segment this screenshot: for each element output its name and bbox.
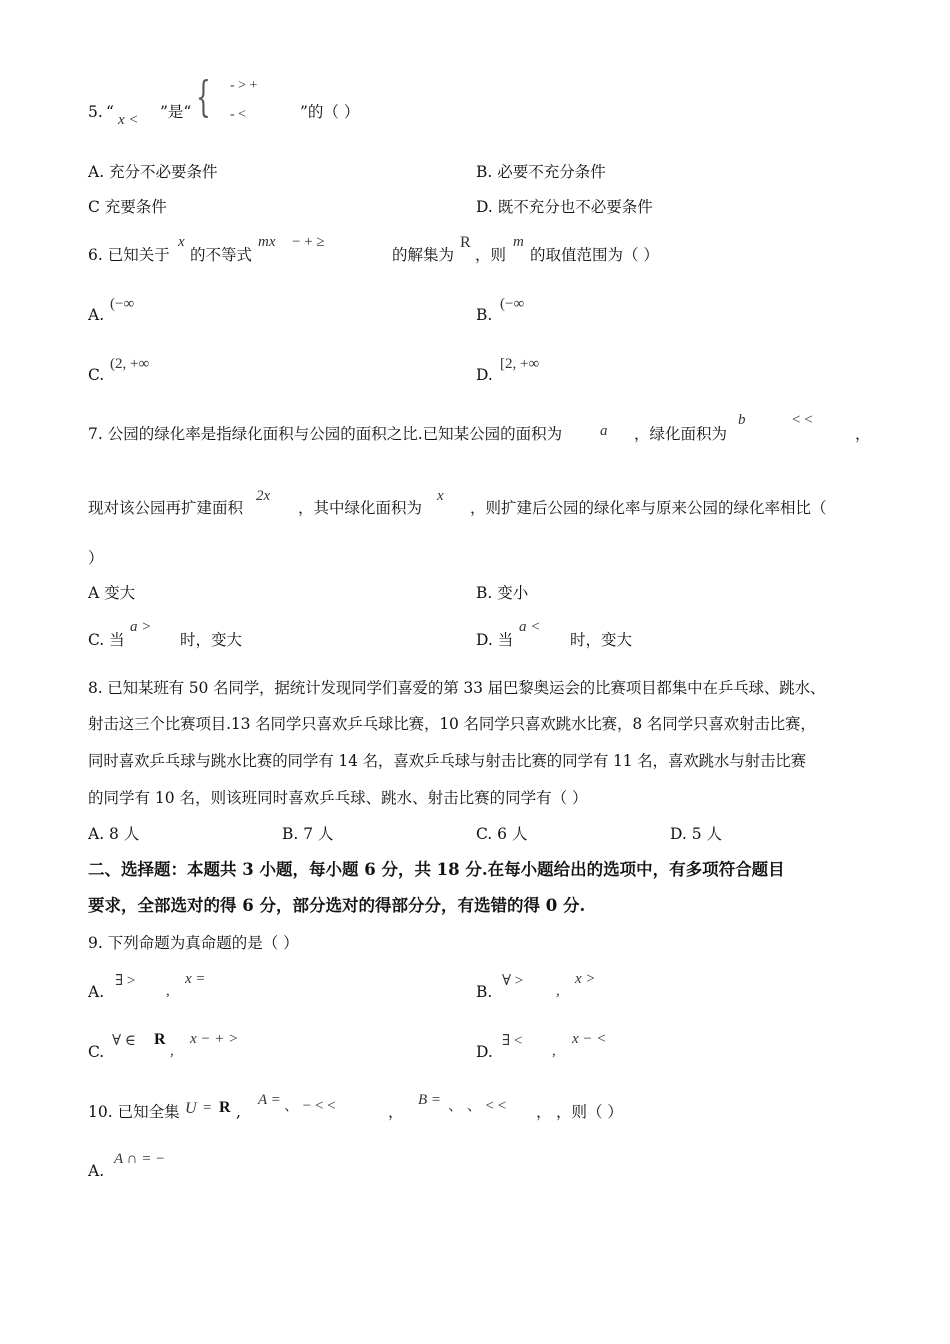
- q7-option-d-tail: 时，变大: [570, 631, 633, 649]
- q10-var-U: U: [185, 1100, 197, 1117]
- q7-mid: ，绿化面积为: [634, 425, 728, 443]
- q5-system-line-2: - <: [230, 107, 247, 122]
- q7-line2-prefix: 现对该公园再扩建面积: [88, 499, 244, 517]
- q6-prefix: 6. 已知关于: [88, 246, 170, 264]
- q5-option-c: C 充要条件: [88, 198, 167, 216]
- q8-line-1: 8. 已知某班有 50 名同学，据统计发现同学们喜爱的第 33 届巴黎奥运会的比赛项目都集中在乒乓球、跳水、: [88, 679, 826, 697]
- q10-set-R: R: [219, 1099, 231, 1116]
- q8-line-3: 同时喜欢乒乓球与跳水比赛的同学有 14 名，喜欢乒乓球与射击比赛的同学有 11 名，喜欢跳水与射击比赛: [88, 752, 807, 770]
- q9-option-d-label: D.: [476, 1043, 493, 1061]
- q6-option-a-math: (−∞: [110, 296, 135, 312]
- q6-option-d-label: D.: [476, 366, 493, 384]
- q5-condition-lhs: x <: [118, 112, 139, 128]
- q9-option-c-quantifier: ∀ ∈: [112, 1033, 136, 1049]
- q9-option-b-label: B.: [476, 983, 493, 1001]
- q10-close-2: ，: [536, 1103, 552, 1121]
- q5-number: 5.: [88, 103, 103, 121]
- q9-option-d-expr: x − <: [572, 1031, 607, 1047]
- q10-close-1: ，: [388, 1103, 404, 1121]
- q6-tail: 的取值范围为（ ）: [530, 246, 659, 264]
- q6-var-x: x: [178, 234, 185, 250]
- q6-mid-1: 的不等式: [190, 246, 253, 264]
- q7-prefix: 7. 公园的绿化率是指绿化面积与公园的面积之比.已知某公园的面积为: [88, 425, 563, 443]
- q7-option-c-label: C. 当: [88, 631, 125, 649]
- q7-line3: ）: [88, 549, 104, 567]
- q10-option-a-math: A ∩ = −: [114, 1151, 166, 1167]
- q7-line2-mid: ，其中绿化面积为: [298, 499, 423, 517]
- q8-line-2: 射击这三个比赛项目.13 名同学只喜欢乒乓球比赛，10 名同学只喜欢跳水比赛，8 名同学只喜欢射击比赛，: [88, 715, 816, 733]
- q9-option-c-sep: ,: [170, 1043, 174, 1059]
- section-2-line-2: 要求，全部选对的得 6 分，部分选对的得部分分，有选错的得 0 分.: [88, 896, 586, 915]
- q10-equals: =: [203, 1100, 212, 1116]
- q9-option-a-expr: x =: [185, 971, 206, 987]
- q7-line2-tail: ，则扩建后公园的绿化率与原来公园的绿化率相比（: [470, 499, 827, 517]
- q6-option-b-math: (−∞: [500, 296, 525, 312]
- q9-option-c-expr: x − + >: [190, 1031, 239, 1047]
- q7-option-a: A 变大: [88, 584, 136, 602]
- q5-mid-text: ”是“: [160, 103, 192, 121]
- q6-mid-3: ，则: [475, 246, 507, 264]
- q5-option-b: B. 必要不充分条件: [476, 163, 606, 181]
- q6-option-b-label: B.: [476, 306, 493, 324]
- q9-option-c-set-R: R: [154, 1031, 166, 1048]
- q7-option-b: B. 变小: [476, 584, 529, 602]
- q10-set-A-label: A =: [258, 1092, 281, 1108]
- q6-mid-2: 的解集为: [392, 246, 455, 264]
- q7-option-c-math: a >: [130, 619, 152, 635]
- section-2-line-1: 二、选择题：本题共 3 小题，每小题 6 分，共 18 分.在每小题给出的选项中，有多项符合题目: [88, 860, 785, 879]
- q5-system-brace: {: [196, 72, 211, 121]
- q7-var-b: b: [738, 412, 746, 428]
- q9-option-b-sep: ,: [556, 983, 560, 999]
- q5-option-a: A. 充分不必要条件: [88, 163, 218, 181]
- q9-stem: 9. 下列命题为真命题的是（ ）: [88, 934, 299, 952]
- q6-set-R: R: [460, 234, 471, 251]
- q8-option-b: B. 7 人: [282, 825, 334, 843]
- q9-option-d-sep: ,: [552, 1043, 556, 1059]
- q7-var-x: x: [437, 488, 444, 504]
- q9-option-b-quantifier: ∀ >: [502, 973, 524, 989]
- q7-two-x: 2x: [256, 488, 271, 504]
- q7-condition: < <: [792, 412, 813, 428]
- q5-tail: ”的（ ）: [300, 103, 360, 121]
- q6-option-c-label: C.: [88, 366, 105, 384]
- q9-option-d-quantifier: ∃ <: [502, 1033, 523, 1049]
- q10-set-B-label: B =: [418, 1092, 442, 1108]
- q10-set-A-def: 、 − < <: [284, 1098, 336, 1114]
- q9-option-a-label: A.: [88, 983, 105, 1001]
- q9-option-c-label: C.: [88, 1043, 105, 1061]
- q7-var-a: a: [600, 423, 608, 439]
- q5-open-quote: “: [106, 103, 114, 121]
- q7-option-d-math: a <: [519, 619, 541, 635]
- q8-line-4: 的同学有 10 名，则该班同时喜欢乒乓球、跳水、射击比赛的同学有（ ）: [88, 789, 588, 807]
- q9-option-a-quantifier: ∃ >: [115, 973, 136, 989]
- q6-option-d-math: [2, +∞: [500, 356, 540, 372]
- q10-set-B-def: 、 、 < <: [448, 1098, 507, 1114]
- q9-option-a-sep: ,: [166, 983, 170, 999]
- q6-option-a-label: A.: [88, 306, 105, 324]
- q10-option-a-label: A.: [88, 1162, 105, 1180]
- q7-end: ，: [855, 425, 871, 443]
- q10-comma: ,: [236, 1103, 241, 1121]
- q10-prefix: 10. 已知全集: [88, 1103, 180, 1121]
- q7-option-c-tail: 时，变大: [180, 631, 243, 649]
- q8-option-a: A. 8 人: [88, 825, 140, 843]
- q6-option-c-math: (2, +∞: [110, 356, 150, 372]
- q8-option-c: C. 6 人: [476, 825, 528, 843]
- q9-option-b-expr: x >: [575, 971, 596, 987]
- q6-mx: mx: [258, 234, 276, 250]
- q5-option-d: D. 既不充分也不必要条件: [476, 198, 653, 216]
- q6-var-m: m: [513, 234, 524, 250]
- q5-system-line-1: - > +: [230, 78, 258, 93]
- q7-option-d-label: D. 当: [476, 631, 514, 649]
- q8-option-d: D. 5 人: [670, 825, 723, 843]
- q6-inequality: − + ≥: [292, 234, 325, 250]
- q10-tail: ，则（ ）: [556, 1103, 623, 1121]
